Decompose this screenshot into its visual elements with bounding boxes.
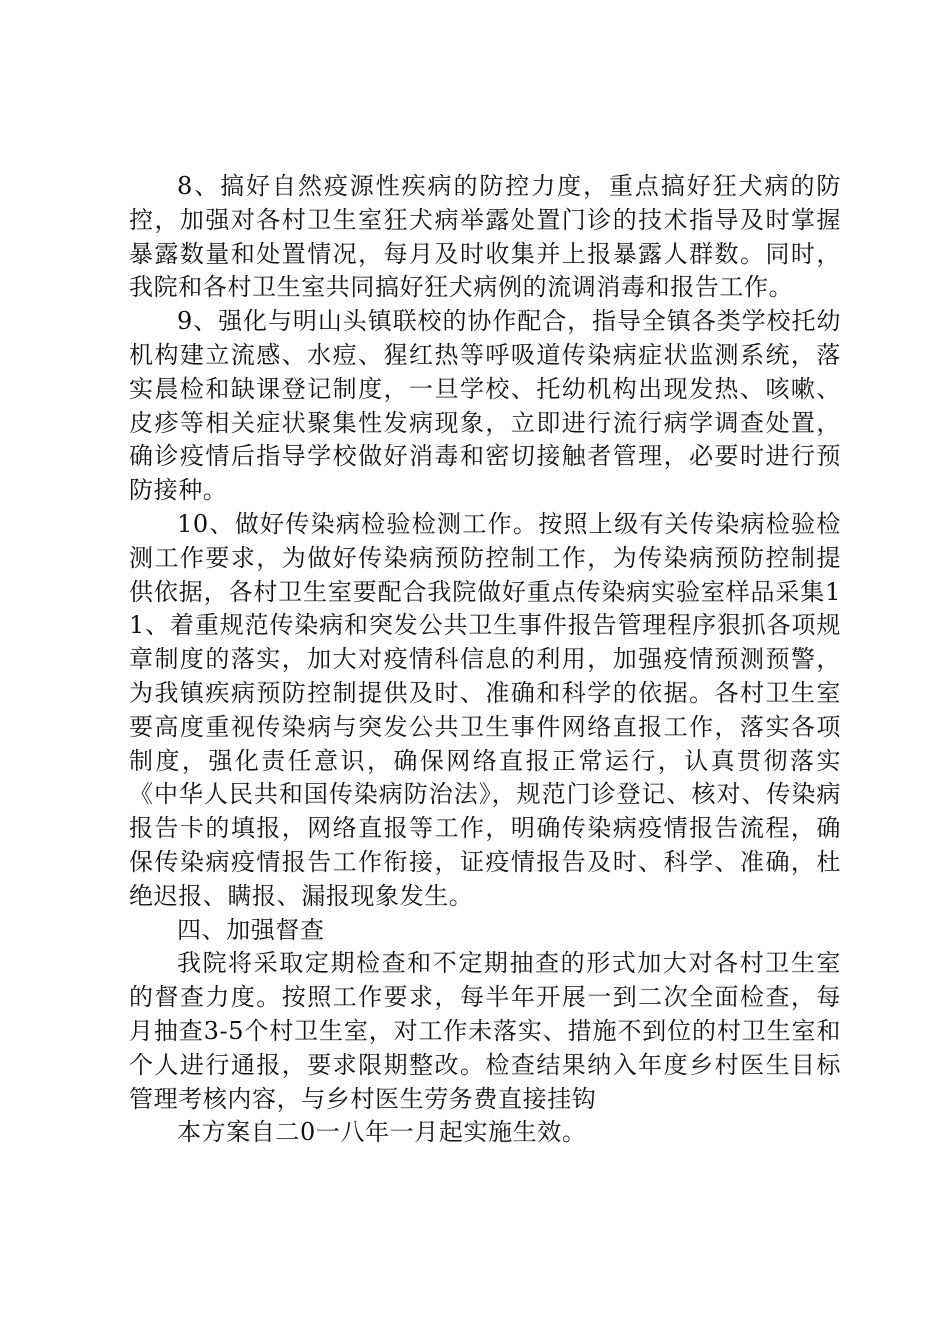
paragraph-supervision: 我院将采取定期检查和不定期抽查的形式加大对各村卫生室的督查力度。按照工作要求，每半年开展一到二次全面检查，每月抽查3-5个村卫生室，对工作未落实、措施不到位的村卫生室和个人进行通报，要求限期整改。检查结果纳入年度乡村医生目标管理考核内容，与乡村医生劳务费直接挂钩	[129, 949, 841, 1113]
paragraph-item-10: 10、做好传染病检验检测工作。按照上级有关传染病检验检测工作要求，为做好传染病预防控制工作，为传染病预防控制提供依据，各村卫生室要配合我院做好重点传染病实验室样品采集11、着重规范传染病和突发公共卫生事件报告管理程序狠抓各项规章制度的落实，加大对疫情科信息的利用，加强疫情预测预警，为我镇疾病预防控制提供及时、准确和科学的依据。各村卫生室要高度重视传染病与突发公共卫生事件网络直报工作，落实各项制度，强化责任意识，确保网络直报正常运行，认真贯彻落实《中华人民共和国传染病防治法》，规范门诊登记、核对、传染病报告卡的填报，网络直报等工作，明确传染病疫情报告流程，确保传染病疫情报告工作衔接，证疫情报告及时、科学、准确，杜绝迟报、瞒报、漏报现象发生。	[129, 509, 841, 910]
section-heading: 四、加强督查	[177, 915, 325, 944]
paragraph-item-8: 8、搞好自然疫源性疾病的防控力度，重点搞好狂犬病的防控，加强对各村卫生室狂犬病举露处置门诊的技术指导及时掌握暴露数量和处置情况，每月及时收集并上报暴露人群数。同时，我院和各村卫生室共同搞好狂犬病例的流调消毒和报告工作。	[129, 172, 841, 302]
paragraph-item-9: 9、强化与明山头镇联校的协作配合，指导全镇各类学校托幼机构建立流感、水痘、猩红热等呼吸道传染病症状监测系统，落实晨检和缺课登记制度，一旦学校、托幼机构出现发热、咳嗽、皮疹等相关症状聚集性发病现象，立即进行流行病学调查处置，确诊疫情后指导学校做好消毒和密切接触者管理，必要时进行预防接种。	[129, 307, 841, 505]
document-page	[129, 170, 841, 1150]
paragraph-effective-date: 本方案自二0一八年一月起实施生效。	[177, 1118, 587, 1147]
